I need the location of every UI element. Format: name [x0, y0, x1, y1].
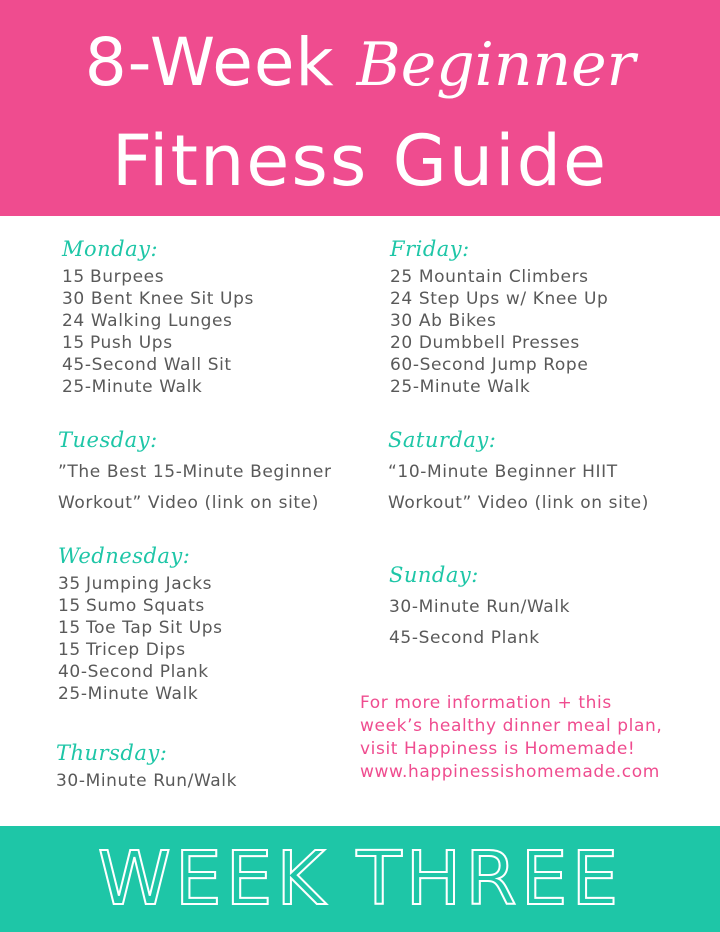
exercise-item: 15 Burpees: [62, 267, 165, 287]
title-part1: 8-Week: [84, 24, 357, 101]
exercise-item: 24 Step Ups w/ Knee Up: [390, 289, 609, 309]
website-link[interactable]: www.happinessishomemade.com: [360, 762, 660, 782]
exercise-list-wednesday: [58, 573, 368, 705]
sunday-line-1: 30-Minute Run/Walk: [389, 597, 571, 617]
exercise-item: 15 Sumo Squats: [58, 596, 205, 616]
footer-banner: [0, 826, 720, 932]
info-line-2: week’s healthy dinner meal plan,: [360, 716, 663, 736]
exercise-item: 25-Minute Walk: [62, 377, 203, 397]
info-line-3: visit Happiness is Homemade!: [360, 739, 636, 759]
day-monday: [62, 236, 372, 398]
day-sunday: [389, 562, 699, 654]
day-label-saturday: Saturday:: [388, 428, 497, 452]
day-label-friday: Friday:: [390, 237, 470, 261]
exercise-item: 60-Second Jump Rope: [390, 355, 589, 375]
day-tuesday: [58, 427, 368, 519]
sunday-line-2: 45-Second Plank: [389, 628, 540, 648]
exercise-item: 24 Walking Lunges: [62, 311, 233, 331]
page-title-line2: Fitness Guide: [111, 120, 609, 202]
day-label-tuesday: Tuesday:: [58, 428, 158, 452]
exercise-item: 25-Minute Walk: [58, 684, 199, 704]
exercise-item: 30 Bent Knee Sit Ups: [62, 289, 254, 309]
exercise-list-monday: [62, 266, 372, 398]
day-label-sunday: Sunday:: [389, 563, 479, 587]
more-info-block: [360, 692, 710, 784]
exercise-item: 25-Minute Walk: [390, 377, 531, 397]
day-saturday: [388, 427, 698, 519]
day-label-thursday: Thursday:: [56, 741, 168, 765]
exercise-item: 15 Push Ups: [62, 333, 173, 353]
day-friday: [390, 236, 700, 398]
day-thursday: [56, 740, 366, 792]
saturday-line-2: Workout” Video (link on site): [388, 493, 649, 513]
tuesday-line-2: Workout” Video (link on site): [58, 493, 319, 513]
exercise-item: 45-Second Wall Sit: [62, 355, 232, 375]
exercise-item: 25 Mountain Climbers: [390, 267, 589, 287]
info-line-1: For more information + this: [360, 693, 612, 713]
saturday-line-1: “10-Minute Beginner HIIT: [388, 462, 618, 482]
exercise-list-friday: [390, 266, 700, 398]
header-banner: [0, 0, 720, 216]
exercise-item: 35 Jumping Jacks: [58, 574, 213, 594]
day-label-wednesday: Wednesday:: [58, 544, 191, 568]
title-script-word: Beginner: [356, 30, 636, 100]
exercise-item: 15 Tricep Dips: [58, 640, 186, 660]
exercise-item: 40-Second Plank: [58, 662, 209, 682]
thursday-line-1: 30-Minute Run/Walk: [56, 771, 238, 791]
page-title-line1: [0, 18, 720, 110]
week-label: WEEK THREE: [97, 836, 623, 922]
exercise-item: 20 Dumbbell Presses: [390, 333, 580, 353]
day-wednesday: [58, 543, 368, 705]
exercise-item: 30 Ab Bikes: [390, 311, 497, 331]
day-label-monday: Monday:: [62, 237, 159, 261]
exercise-item: 15 Toe Tap Sit Ups: [58, 618, 223, 638]
tuesday-line-1: ”The Best 15-Minute Beginner: [58, 462, 332, 482]
